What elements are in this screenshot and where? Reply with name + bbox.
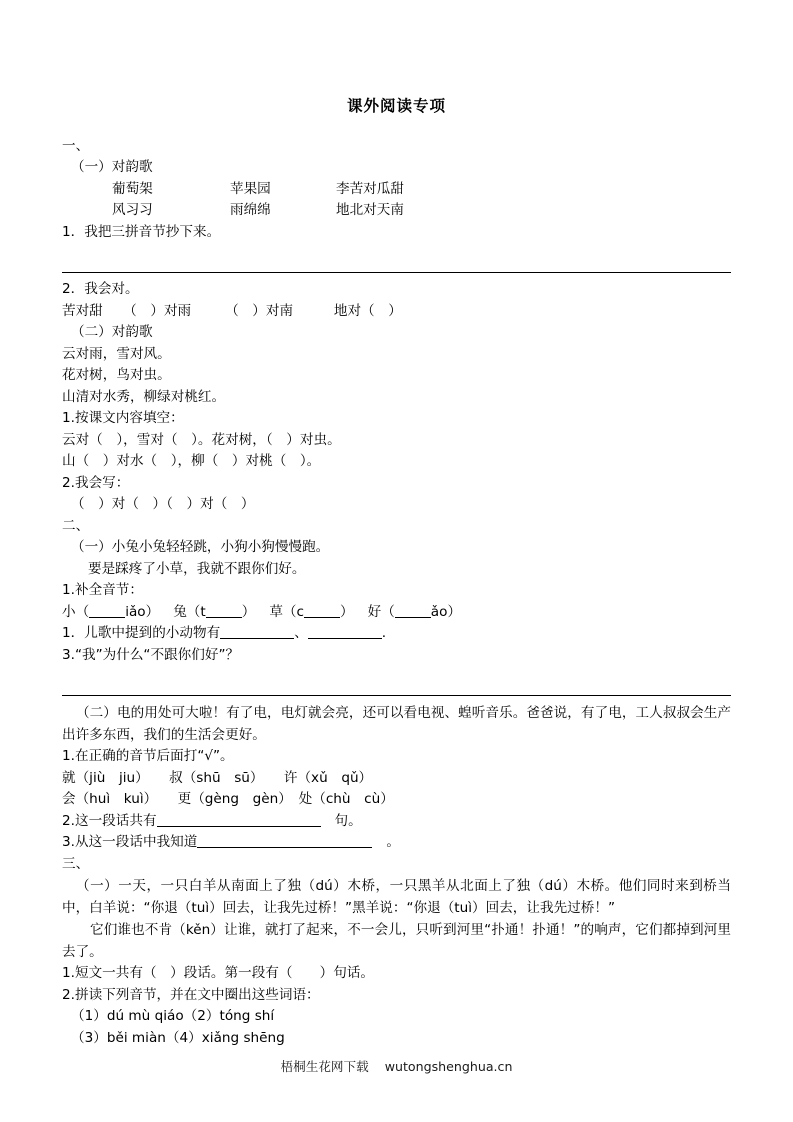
pinyin-tail: ǎo） (430, 603, 462, 620)
pinyin-blank[interactable] (395, 617, 431, 618)
question-1b-1-line2[interactable]: 山（ ）对水（ ），柳（ ）对桃（ ）。 (62, 453, 321, 470)
question-1-1: 1．我把三拼音节抄下来。 (62, 223, 221, 240)
footer-site: wutongshenghua.cn (384, 1059, 513, 1074)
section-one-sub-a-label: （一）对韵歌 (71, 159, 153, 176)
question-2b-3-prefix: 3.从这一段话中我知道 (62, 834, 198, 851)
question-1-2-items[interactable]: 苦对甜 （ ）对雨 （ ）对南 地对（ ） (62, 302, 402, 319)
question-2b-3[interactable] (62, 832, 731, 854)
question-2a-2-sep: 、 (294, 625, 308, 642)
pinyin-word-row[interactable] (62, 1006, 731, 1028)
rhyme-cell: 苹果园 (230, 180, 271, 197)
question-2a-2[interactable] (62, 623, 731, 645)
answer-space[interactable] (62, 243, 731, 263)
pinyin-tail: ） (340, 603, 354, 620)
pinyin-word-text: dú mù qiáo (106, 1008, 184, 1025)
rhyme-cell: 地北对天南 (336, 202, 404, 219)
question-1b-1-line1[interactable]: 云对（ ），雪对（ ）。花对树，（ ）对虫。 (62, 431, 341, 448)
pinyin-word-item (71, 1008, 184, 1024)
poem-line: 云对雨，雪对风。 (62, 345, 171, 362)
pinyin-blank[interactable] (304, 617, 340, 618)
pinyin-blank[interactable] (89, 617, 125, 618)
section-two-heading: 二、 (62, 517, 90, 534)
answer-blank[interactable] (157, 826, 321, 827)
question-2a-3: 3.“我”为什么“不跟你们好”？ (62, 646, 240, 663)
passage-3a-para2: 它们谁也不肯（kěn）让谁，就打了起来，不一会儿，只听到河里“扑通！扑通！”的响声，它们都掉到河里去了。 (62, 922, 731, 961)
pinyin-prompt: 好（ (367, 603, 395, 620)
question-2b-3-suffix: 。 (386, 834, 400, 851)
pinyin-word-text: xiǎng shēng (201, 1029, 285, 1046)
answer-rule (62, 695, 731, 696)
footer-brand: 梧桐生花网下载 (280, 1059, 369, 1074)
answer-space[interactable] (62, 666, 731, 686)
pinyin-word-number: （4） (165, 1029, 202, 1046)
pinyin-prompt: 草（c (269, 603, 305, 620)
answer-rule (62, 272, 731, 273)
question-2b-1: 1.在正确的音节后面打“√”。 (62, 748, 234, 765)
question-2b-1-line1[interactable]: 就（jiù jiu） 叔（shū sū） 许（xǔ qǔ） (62, 769, 373, 786)
pinyin-word-text: tóng shí (219, 1008, 275, 1025)
rhyme-cell: 风习习 (112, 202, 153, 219)
pinyin-word-item (71, 1030, 166, 1046)
question-2b-2-prefix: 2.这一段话共有 (62, 812, 157, 829)
rhyme-cell: 葡萄架 (112, 180, 153, 197)
rhyme-table-row (62, 200, 731, 222)
pinyin-prompt: 兔（t (173, 603, 206, 620)
question-2a-2-prefix: 1．儿歌中提到的小动物有 (62, 625, 221, 642)
passage-3a-para1: （一）一天，一只白羊从南面上了独（dú）木桥，一只黑羊从北面上了独（dú）木桥。他们同时来到桥当中，白羊说：“你退（tuì）回去，让我先过桥！”黑羊说：“你退（tuì）回去，让我先过桥！” (62, 878, 731, 917)
pinyin-word-number: （3） (71, 1029, 107, 1046)
rhyme-cell: 李苦对瓜甜 (336, 180, 404, 197)
question-3a-2: 2.拼读下列音节，并在文中圈出这些词语： (62, 986, 320, 1003)
passage-2b: （二）电的用处可大啦！有了电，电灯就会亮，还可以看电视、蝗听音乐。爸爸说，有了电，工人叔叔会生产出许多东西，我们的生活会更好。 (62, 705, 731, 744)
section-three (62, 854, 731, 1050)
page-footer (0, 1056, 793, 1075)
section-one-sub-b-label: （二）对韵歌 (71, 324, 153, 341)
poem-line: 山清对水秀，柳绿对桃红。 (62, 388, 226, 405)
question-2a-1: 1.补全音节： (62, 582, 143, 599)
pinyin-word-number: （2） (183, 1008, 220, 1025)
pinyin-word-number: （1） (71, 1008, 107, 1025)
pinyin-blank[interactable] (206, 617, 242, 618)
section-two-sub-a-label2: 要是踩疼了小草，我就不跟你们好。 (88, 560, 306, 577)
page-title: 课外阅读专项 (346, 97, 446, 115)
question-2a-1-blanks[interactable] (62, 602, 731, 624)
rhyme-cell: 雨绵绵 (230, 202, 271, 219)
question-1b-2: 2.我会写： (62, 474, 130, 491)
question-1b-2-line[interactable]: （ ）对（ ）（ ）对（ ） (71, 496, 255, 513)
question-2b-1-line2[interactable]: 会（huì kuì） 更（gèng gèn） 处（chù cù） (62, 791, 394, 808)
poem-line: 花对树，鸟对虫。 (62, 367, 171, 384)
question-2b-2[interactable] (62, 811, 731, 833)
section-two-sub-a-label: （一）小兔小兔轻轻跳，小狗小狗慢慢跑。 (71, 539, 330, 556)
section-one-heading: 一、 (62, 137, 90, 154)
pinyin-prompt: 小（ (62, 603, 90, 620)
rhyme-table-row (62, 179, 731, 201)
pinyin-word-item (166, 1030, 285, 1046)
pinyin-word-row[interactable] (62, 1028, 731, 1050)
answer-blank[interactable] (220, 638, 294, 639)
answer-blank[interactable] (308, 638, 382, 639)
pinyin-tail: ） (241, 603, 256, 620)
section-two (62, 516, 731, 854)
question-3a-1[interactable]: 1.短文一共有（ ）段话。第一段有（ ）句话。 (62, 965, 375, 982)
pinyin-tail: iǎo） (125, 603, 160, 620)
pinyin-word-item (184, 1008, 275, 1024)
section-one (62, 136, 731, 516)
question-2a-2-end: . (381, 625, 387, 642)
answer-blank[interactable] (197, 847, 372, 848)
pinyin-word-text: běi miàn (106, 1029, 166, 1046)
question-1-2: 2．我会对。 (62, 281, 139, 298)
question-2b-2-suffix: 句。 (334, 812, 362, 829)
question-1b-1: 1.按课文内容填空： (62, 410, 184, 427)
section-three-heading: 三、 (62, 855, 90, 872)
